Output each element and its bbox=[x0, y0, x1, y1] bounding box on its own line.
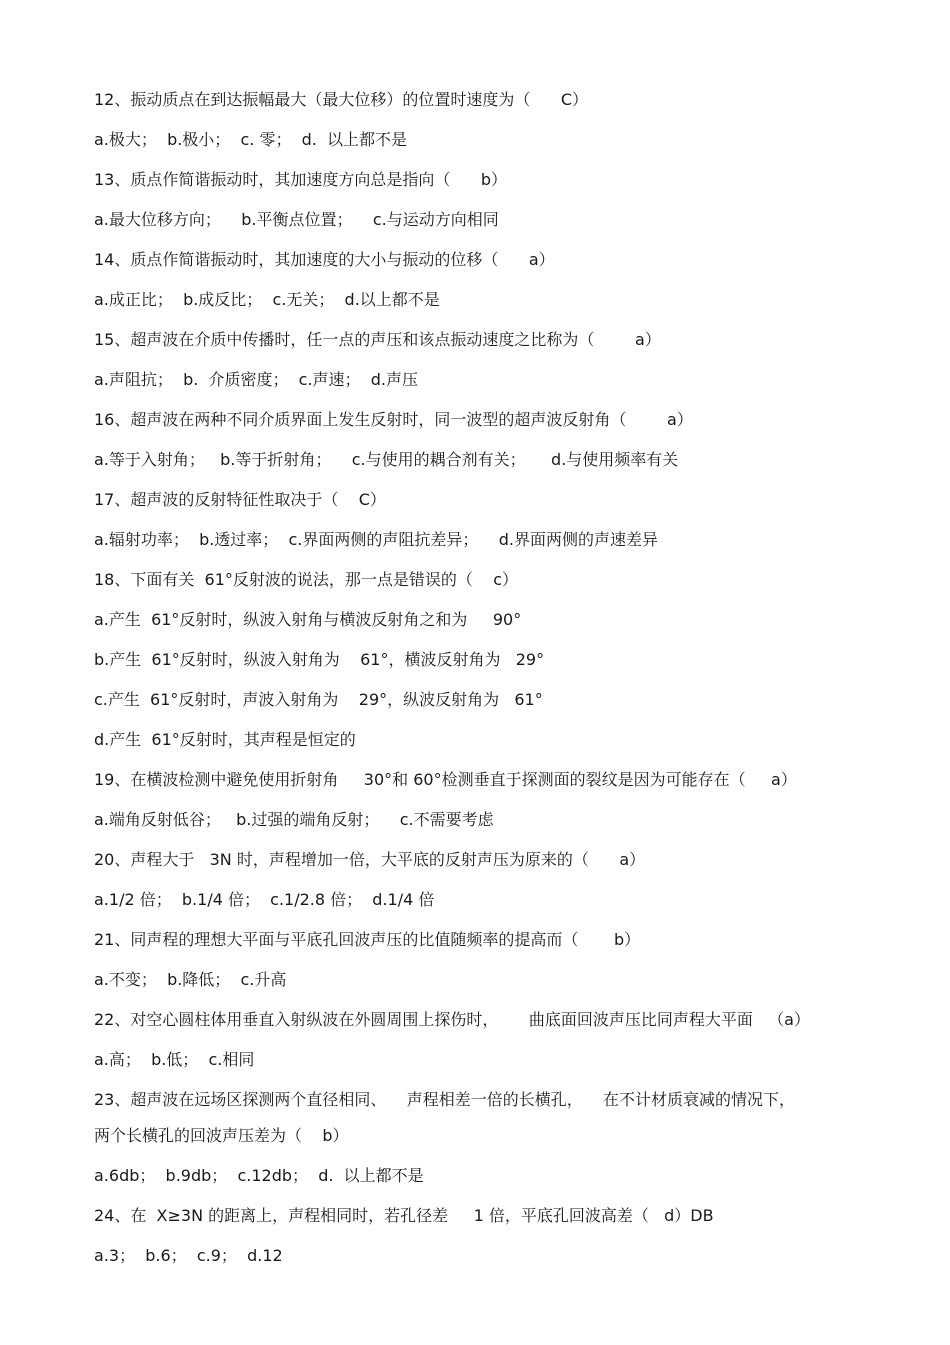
options-14: a.成正比； b.成反比； c.无关； d.以上都不是 bbox=[94, 290, 440, 309]
options-20: a.1/2 倍； b.1/4 倍； c.1/2.8 倍； d.1/4 倍 bbox=[94, 890, 435, 909]
question-23-line1: 23、超声波在远场区探测两个直径相同、 声程相差一倍的长横孔， 在不计材质衰减的情况下， bbox=[94, 1090, 796, 1109]
question-13: 13、质点作简谐振动时，其加速度方向总是指向（ b） bbox=[94, 170, 508, 189]
options-24: a.3； b.6； c.9； d.12 bbox=[94, 1246, 283, 1265]
options-16: a.等于入射角； b.等于折射角； c.与使用的耦合剂有关； d.与使用频率有关 bbox=[94, 450, 679, 469]
options-12: a.极大； b.极小； c. 零； d. 以上都不是 bbox=[94, 130, 408, 149]
question-17: 17、超声波的反射特征性取决于（ C） bbox=[94, 490, 386, 509]
question-23-line2: 两个长横孔的回波声压差为（ b） bbox=[94, 1126, 349, 1145]
question-22: 22、对空心圆柱体用垂直入射纵波在外圆周围上探伤时， 曲底面回波声压比同声程大平面 （a） bbox=[94, 1010, 810, 1029]
question-list bbox=[94, 86, 910, 1282]
option-18b: b.产生 61°反射时，纵波入射角为 61°，横波反射角为 29° bbox=[94, 650, 545, 669]
question-20: 20、声程大于 3N 时，声程增加一倍，大平底的反射声压为原来的（ a） bbox=[94, 850, 646, 869]
options-15: a.声阻抗； b. 介质密度； c.声速； d.声压 bbox=[94, 370, 418, 389]
question-19: 19、在横波检测中避免使用折射角 30°和 60°检测垂直于探测面的裂纹是因为可能存在（ a） bbox=[94, 770, 797, 789]
question-14: 14、质点作简谐振动时，其加速度的大小与振动的位移（ a） bbox=[94, 250, 555, 269]
question-18: 18、下面有关 61°反射波的说法，那一点是错误的（ c） bbox=[94, 570, 519, 589]
options-23: a.6db； b.9db； c.12db； d. 以上都不是 bbox=[94, 1166, 424, 1185]
question-16: 16、超声波在两种不同介质界面上发生反射时，同一波型的超声波反射角（ a） bbox=[94, 410, 693, 429]
question-12: 12、振动质点在到达振幅最大（最大位移）的位置时速度为（ C） bbox=[94, 90, 589, 109]
question-15: 15、超声波在介质中传播时，任一点的声压和该点振动速度之比称为（ a） bbox=[94, 330, 661, 349]
options-13: a.最大位移方向； b.平衡点位置； c.与运动方向相同 bbox=[94, 210, 499, 229]
option-18d: d.产生 61°反射时，其声程是恒定的 bbox=[94, 730, 356, 749]
option-18c: c.产生 61°反射时，声波入射角为 29°，纵波反射角为 61° bbox=[94, 690, 543, 709]
options-21: a.不变； b.降低； c.升高 bbox=[94, 970, 287, 989]
options-19: a.端角反射低谷； b.过强的端角反射； c.不需要考虑 bbox=[94, 810, 494, 829]
options-22: a.高； b.低； c.相同 bbox=[94, 1050, 255, 1069]
question-21: 21、同声程的理想大平面与平底孔回波声压的比值随频率的提高而（ b） bbox=[94, 930, 641, 949]
question-24: 24、在 X≥3N 的距离上，声程相同时，若孔径差 1 倍，平底孔回波高差（ d）DB bbox=[94, 1206, 714, 1225]
options-17: a.辐射功率； b.透过率； c.界面两侧的声阻抗差异； d.界面两侧的声速差异 bbox=[94, 530, 658, 549]
option-18a: a.产生 61°反射时，纵波入射角与横波反射角之和为 90° bbox=[94, 610, 522, 629]
